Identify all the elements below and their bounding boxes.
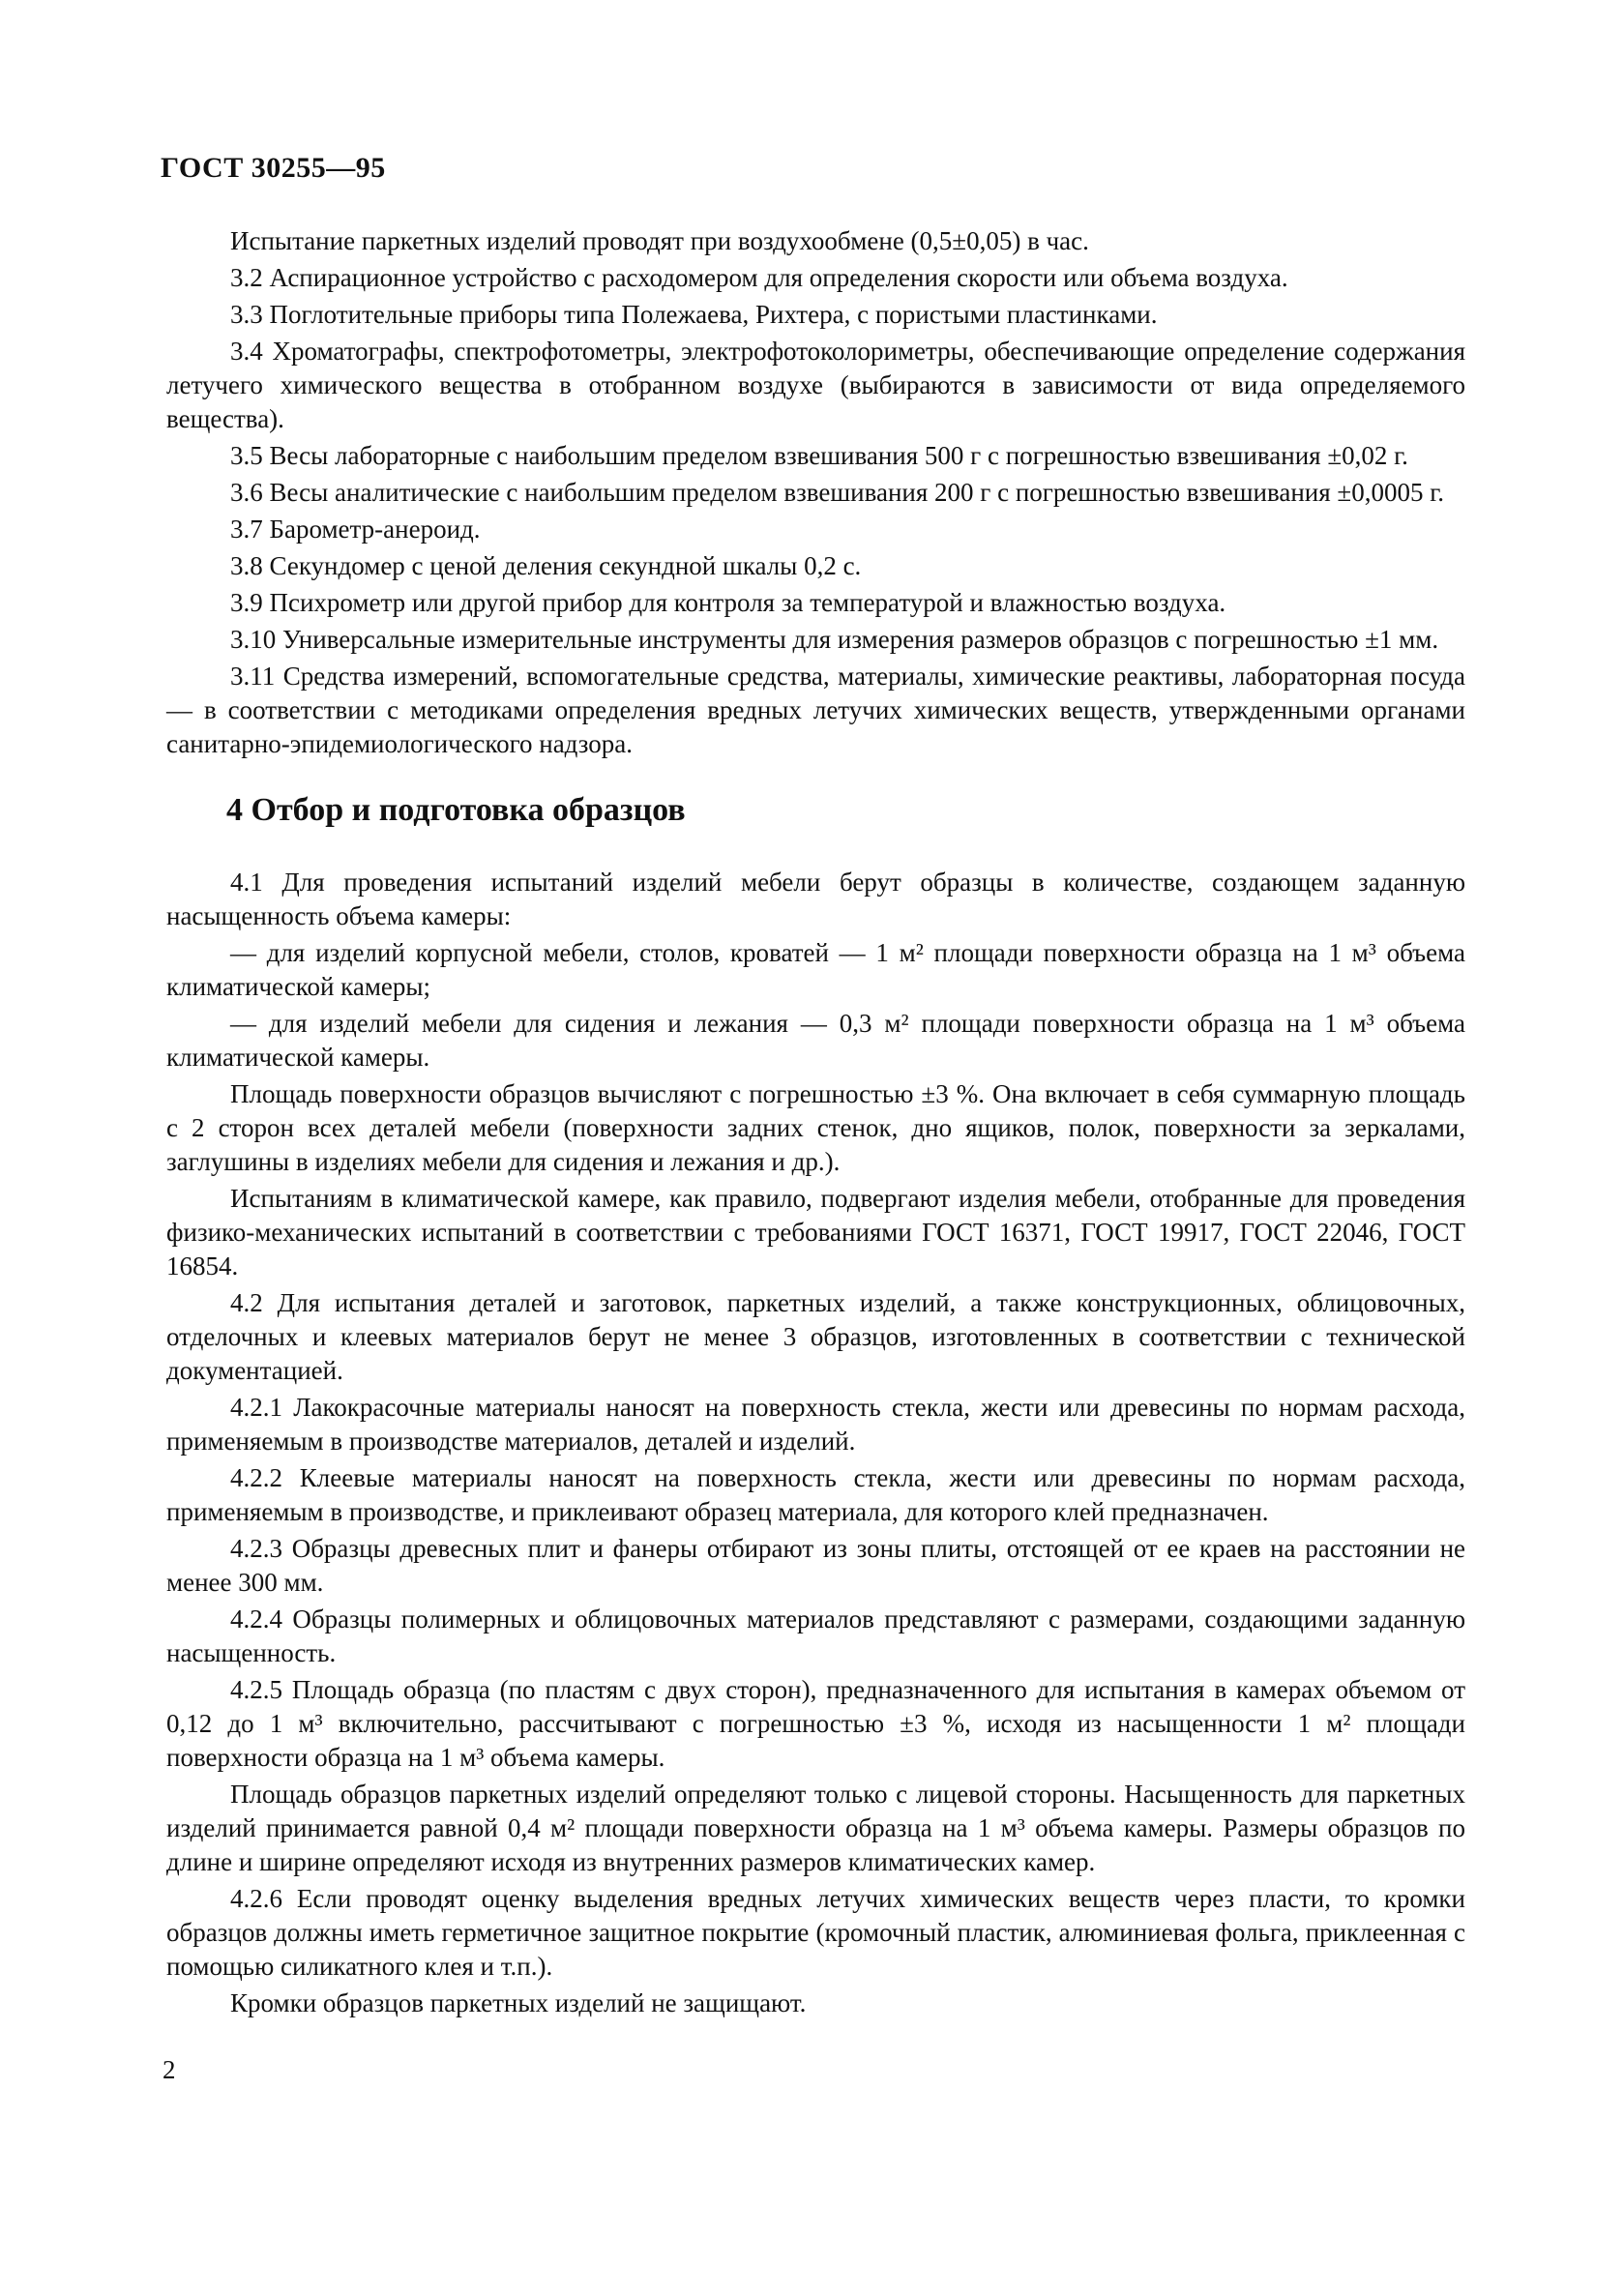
paragraph: 3.9 Психрометр или другой прибор для контроля за температурой и влажностью воздуха. — [230, 588, 1226, 617]
paragraph: Испытаниям в климатической камере, как правило, подвергают изделия мебели, отобранные для проведения физико-механических испытаний в соответствии с требованиями ГОСТ 16371, ГОСТ 19917, ГОСТ 22046, ГОСТ 16854. — [166, 1184, 1465, 1280]
paragraph: 4.2.1 Лакокрасочные материалы наносят на поверхность стекла, жести или древесины по нормам расхода, применяемым в производстве материалов, деталей и изделий. — [166, 1393, 1465, 1456]
document-body — [166, 224, 1465, 2023]
paragraph: 4.2.6 Если проводят оценку выделения вредных летучих химических веществ через пласти, то кромки образцов должны иметь герметичное защитное покрытие (кромочный пластик, алюминиевая фольга, приклеенная с помощью силикатного клея и т.п.). — [166, 1884, 1465, 1981]
paragraph: 3.8 Секундомер с ценой деления секундной шкалы 0,2 с. — [230, 551, 862, 580]
paragraph: 3.7 Барометр-анероид. — [230, 515, 481, 544]
paragraph: 4.2.5 Площадь образца (по пластям с двух сторон), предназначенного для испытания в камерах объемом от 0,12 до 1 м³ включительно, рассчитывают с погрешностью ±3 %, исходя из насыщенности 1 м² площади поверхности образца на 1 м³ объема камеры. — [166, 1675, 1465, 1772]
paragraph: 4.2.3 Образцы древесных плит и фанеры отбирают из зоны плиты, отстоящей от ее краев на расстоянии не менее 300 мм. — [166, 1534, 1465, 1597]
paragraph: 4.2.2 Клеевые материалы наносят на поверхность стекла, жести или древесины по нормам расхода, применяемым в производстве, и приклеивают образец материала, для которого клей предназначен. — [166, 1463, 1465, 1526]
page-number: 2 — [162, 2055, 176, 2084]
paragraph: 3.4 Хроматографы, спектрофотометры, электрофотоколориметры, обеспечивающие определение содержания летучего химического вещества в отобранном воздухе (выбираются в зависимости от вида определяемого вещества). — [166, 337, 1465, 433]
paragraph: 3.10 Универсальные измерительные инструменты для измерения размеров образцов с погрешностью ±1 мм. — [230, 625, 1439, 654]
paragraph: Площадь поверхности образцов вычисляют с погрешностью ±3 %. Она включает в себя суммарную площадь с 2 сторон всех деталей мебели (поверхности задних стенок, дно ящиков, полок, поверхности за зеркалами, заглушины в изделиях мебели для сидения и лежания и др.). — [166, 1079, 1465, 1176]
paragraph: Площадь образцов паркетных изделий определяют только с лицевой стороны. Насыщенность для паркетных изделий принимается равной 0,4 м² площади поверхности образца на 1 м³ объема камеры. Размеры образцов по длине и ширине определяют исходя из внутренних размеров климатических камер. — [166, 1780, 1465, 1876]
paragraph: 3.3 Поглотительные приборы типа Полежаева, Рихтера, с пористыми пластинками. — [230, 300, 1158, 329]
paragraph: Испытание паркетных изделий проводят при воздухообмене (0,5±0,05) в час. — [230, 226, 1089, 255]
paragraph: 3.2 Аспирационное устройство с расходомером для определения скорости или объема воздуха. — [230, 263, 1288, 292]
paragraph: 3.6 Весы аналитические с наибольшим пределом взвешивания 200 г с погрешностью взвешивания ±0,0005 г. — [230, 478, 1445, 507]
paragraph: 4.2 Для испытания деталей и заготовок, паркетных изделий, а также конструкционных, облицовочных, отделочных и клеевых материалов берут не менее 3 образцов, изготовленных в соответствии с технической документацией. — [166, 1288, 1465, 1385]
paragraph: Кромки образцов паркетных изделий не защищают. — [230, 1988, 807, 2017]
paragraph: 3.11 Средства измерений, вспомогательные средства, материалы, химические реактивы, лабораторная посуда — в соответствии с методиками определения вредных летучих химических веществ, утвержденными органами санитарно-эпидемиологического надзора. — [166, 662, 1465, 758]
paragraph: — для изделий мебели для сидения и лежания — 0,3 м² площади поверхности образца на 1 м³ объема климатической камеры. — [166, 1009, 1465, 1072]
paragraph: — для изделий корпусной мебели, столов, кроватей — 1 м² площади поверхности образца на 1 м³ объема климатической камеры; — [166, 938, 1465, 1001]
section-heading: 4 Отбор и подготовка образцов — [226, 792, 686, 828]
document-header: ГОСТ 30255—95 — [161, 152, 386, 184]
paragraph: 4.2.4 Образцы полимерных и облицовочных материалов представляют с размерами, создающими заданную насыщенность. — [166, 1604, 1465, 1667]
paragraph: 3.5 Весы лабораторные с наибольшим пределом взвешивания 500 г с погрешностью взвешивания ±0,02 г. — [230, 441, 1408, 470]
paragraph: 4.1 Для проведения испытаний изделий мебели берут образцы в количестве, создающем заданную насыщенность объема камеры: — [166, 868, 1465, 930]
